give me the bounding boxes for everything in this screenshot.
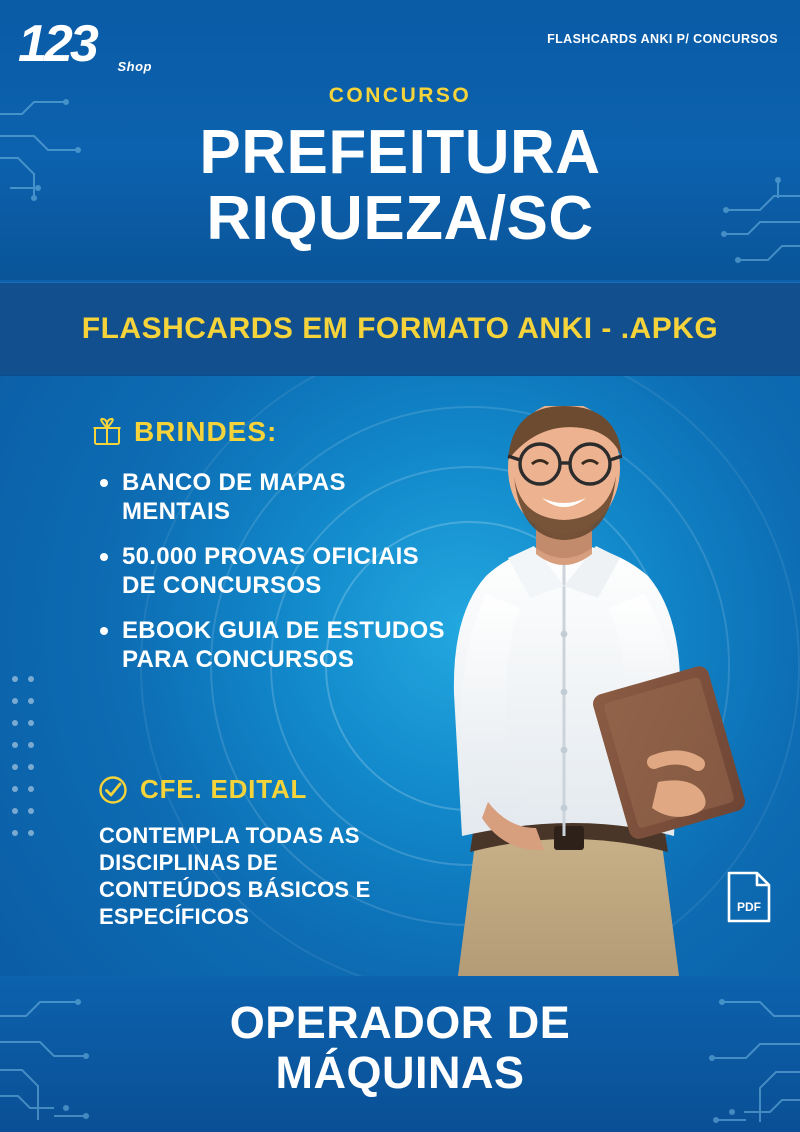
check-circle-icon — [98, 775, 128, 805]
role-line-1: OPERADOR DE — [229, 997, 571, 1048]
bonus-title: BRINDES: — [134, 416, 278, 447]
poster-header — [0, 0, 800, 280]
list-item: EBOOK GUIA DE ESTUDOS PARA CONCURSOS — [96, 616, 456, 674]
format-ribbon-text: FLASHCARDS EM FORMATO ANKI - .APKG — [81, 312, 719, 345]
page-title — [0, 120, 800, 252]
contest-label: CONCURSO — [328, 84, 472, 107]
list-item: 50.000 PROVAS OFICIAIS DE CONCURSOS — [96, 542, 456, 600]
edital-description: CONTEMPLA TODAS AS DISCIPLINAS DE CONTEÚDOS BÁSICOS E ESPECÍFICOS — [99, 823, 371, 929]
header-tagline: FLASHCARDS ANKI P/ CONCURSOS — [547, 32, 778, 46]
pdf-badge-label: PDF — [737, 900, 761, 914]
format-ribbon — [0, 282, 800, 376]
brand-logo-subtext: Shop — [117, 59, 152, 74]
circuit-decoration-icon — [0, 992, 120, 1132]
brand-logo-text: 123 — [18, 15, 96, 73]
circuit-decoration-icon — [690, 176, 800, 276]
bonus-header — [92, 416, 277, 448]
title-line-2: RIQUEZA/SC — [206, 184, 594, 253]
edital-title: CFE. EDITAL — [140, 774, 308, 804]
role-line-2: MÁQUINAS — [275, 1047, 525, 1098]
gift-icon — [92, 417, 122, 447]
dot-pattern-decoration — [12, 676, 46, 846]
brand-logo[interactable] — [18, 15, 158, 76]
title-line-1: PREFEITURA — [199, 118, 601, 187]
poster-body — [0, 376, 800, 976]
poster-footer — [0, 976, 800, 1132]
pdf-file-icon — [726, 870, 772, 924]
circuit-decoration-icon — [0, 96, 90, 206]
circuit-decoration-icon — [680, 992, 800, 1132]
bonus-list — [96, 468, 456, 690]
edital-header — [98, 774, 307, 805]
list-item: BANCO DE MAPAS MENTAIS — [96, 468, 456, 526]
